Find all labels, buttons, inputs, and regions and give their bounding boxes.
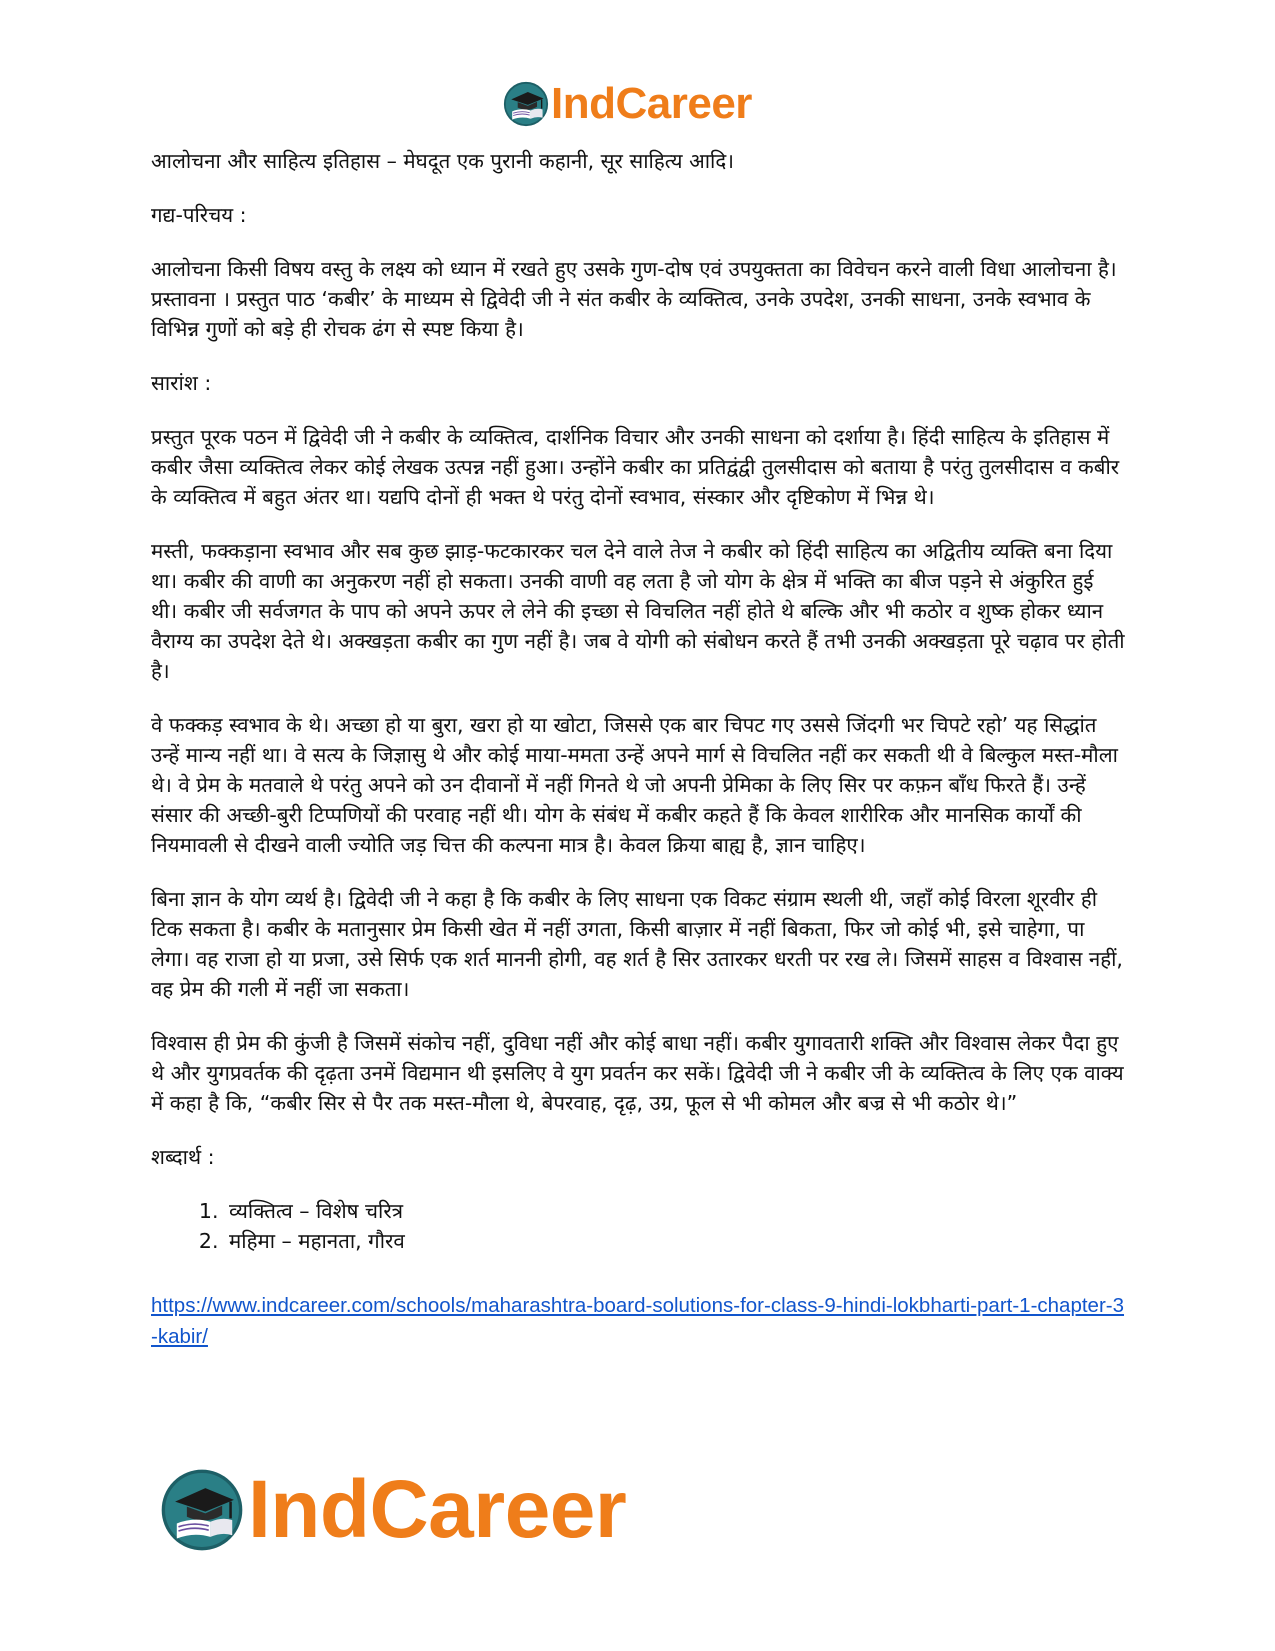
saransh-paragraph-4: बिना ज्ञान के योग व्यर्थ है। द्विवेदी जी ने कहा है कि कबीर के लिए साधना एक विकट संग्राम स्थली थी, जहाँ कोई विरला शूरवीर ही टिक सकता है। कबीर के मतानुसार प्रेम किसी खेत में नहीं उगता, किसी बाज़ार में नहीं बिकता, फिर जो कोई भी, इसे चाहेगा, पा लेगा। वह राजा हो या प्रजा, उसे सिर्फ एक शर्त माननी होगी, वह शर्त है सिर उतारकर धरती पर रख ले। जिसमें साहस व विश्वास नहीं, वह प्रेम की गली में नहीं जा सकता।: [151, 887, 1123, 1001]
saransh-paragraph-3: वे फक्कड़ स्वभाव के थे। अच्छा हो या बुरा, खरा हो या खोटा, जिससे एक बार चिपट गए उससे जिंदगी भर चिपटे रहो’ यह सिद्धांत उन्हें मान्य नहीं था। वे सत्य के जिज्ञासु थे और कोई माया-ममता उन्हें अपने मार्ग से विचलित नहीं कर सकती थी वे बिल्कुल मस्त-मौला थे। वे प्रेम के मतवाले थे परंतु अपने को उन दीवानों में नहीं गिनते थे जो अपनी प्रेमिका के लिए सिर पर कफ़न बाँध फिरते हैं। उन्हें संसार की अच्छी-बुरी टिप्पणियों की परवाह नहीं थी। योग के संबंध में कबीर कहते हैं कि केवल शारीरिक और मानसिक कार्यों की नियमावली से दीखने वाली ज्योति जड़ चित्त की कल्पना मात्र है। केवल क्रिया बाह्य है, ज्ञान चाहिए।: [151, 713, 1118, 857]
saransh-heading: सारांश :: [151, 371, 212, 395]
header-logo: [503, 78, 752, 130]
saransh-paragraph-5: विश्वास ही प्रेम की कुंजी है जिसमें संकोच नहीं, दुविधा नहीं और कोई बाधा नहीं। कबीर युगावतारी शक्ति और विश्वास लेकर पैदा हुए थे और युगप्रवर्तक की दृढ़ता उनमें विद्यमान थी इसलिए वे युग प्रवर्तन कर सकें। द्विवेदी जी ने कबीर जी के व्यक्तित्व के लिए एक वाक्य में कहा है कि, “कबीर सिर से पैर तक मस्त-मौला थे, बेपरवाह, दृढ़, उग्र, फूल से भी कोमल और बज्र से भी कठोर थे।”: [151, 1031, 1124, 1115]
shabdarth-list: [151, 1196, 1126, 1256]
list-item: 2. महिमा – महानता, गौरव: [225, 1226, 1126, 1256]
graduation-cap-book-icon: [160, 1468, 244, 1552]
logo-wordmark: IndCareer: [551, 79, 752, 128]
graduation-cap-book-icon: [503, 81, 549, 127]
footer-logo: [160, 1462, 626, 1558]
saransh-paragraph-2: मस्ती, फक्कड़ाना स्वभाव और सब कुछ झाड़-फटकारकर चल देने वाले तेज ने कबीर को हिंदी साहित्य का अद्वितीय व्यक्ति बना दिया था। कबीर की वाणी का अनुकरण नहीं हो सकता। उनकी वाणी वह लता है जो योग के क्षेत्र में भक्ति का बीज पड़ने से अंकुरित हुई थी। कबीर जी सर्वजगत के पाप को अपने ऊपर ले लेने की इच्छा से विचलित नहीं होते थे बल्कि और भी कठोर व शुष्क होकर ध्यान वैराग्य का उपदेश देते थे। अक्खड़ता कबीर का गुण नहीं है। जब वे योगी को संबोधन करते हैं तभी उनकी अक्खड़ता पूरे चढ़ाव पर होती है।: [151, 539, 1125, 683]
saransh-paragraph-1: प्रस्तुत पूरक पठन में द्विवेदी जी ने कबीर के व्यक्तित्व, दार्शनिक विचार और उनकी साधना को दर्शाया है। हिंदी साहित्य के इतिहास में कबीर जैसा व्यक्तित्व लेकर कोई लेखक उत्पन्न नहीं हुआ। उन्होंने कबीर का प्रतिद्वंद्वी तुलसीदास को बताया है परंतु तुलसीदास व कबीर के व्यक्तित्व में बहुत अंतर था। यद्यपि दोनों ही भक्त थे परंतु दोनों स्वभाव, संस्कार और दृष्टिकोण में भिन्न थे।: [151, 425, 1120, 509]
list-item: 1. व्यक्तित्व – विशेष चरित्र: [225, 1196, 1126, 1226]
intro-line: आलोचना और साहित्य इतिहास – मेघदूत एक पुरानी कहानी, सूर साहित्य आदि।: [151, 149, 735, 173]
gadya-parichay-heading: गद्य-परिचय :: [151, 203, 247, 227]
shabdarth-heading: शब्दार्थ :: [151, 1145, 215, 1169]
gadya-parichay-paragraph: आलोचना किसी विषय वस्तु के लक्ष्य को ध्यान में रखते हुए उसके गुण-दोष एवं उपयुक्तता का विवेचन करने वाली विधा आलोचना है। प्रस्तावना । प्रस्तुत पाठ ‘कबीर’ के माध्यम से द्विवेदी जी ने संत कबीर के व्यक्तित्व, उनके उपदेश, उनकी साधना, उनके स्वभाव के विभिन्न गुणों को बड़े ही रोचक ढंग से स्पष्ट किया है।: [151, 257, 1117, 341]
document-body: [151, 146, 1126, 1376]
source-url-link[interactable]: https://www.indcareer.com/schools/maharashtra-board-solutions-for-class-9-hindi-lokbharti-part-1-chapter-3-kabir/: [151, 1294, 1125, 1348]
logo-wordmark: IndCareer: [248, 1464, 627, 1555]
